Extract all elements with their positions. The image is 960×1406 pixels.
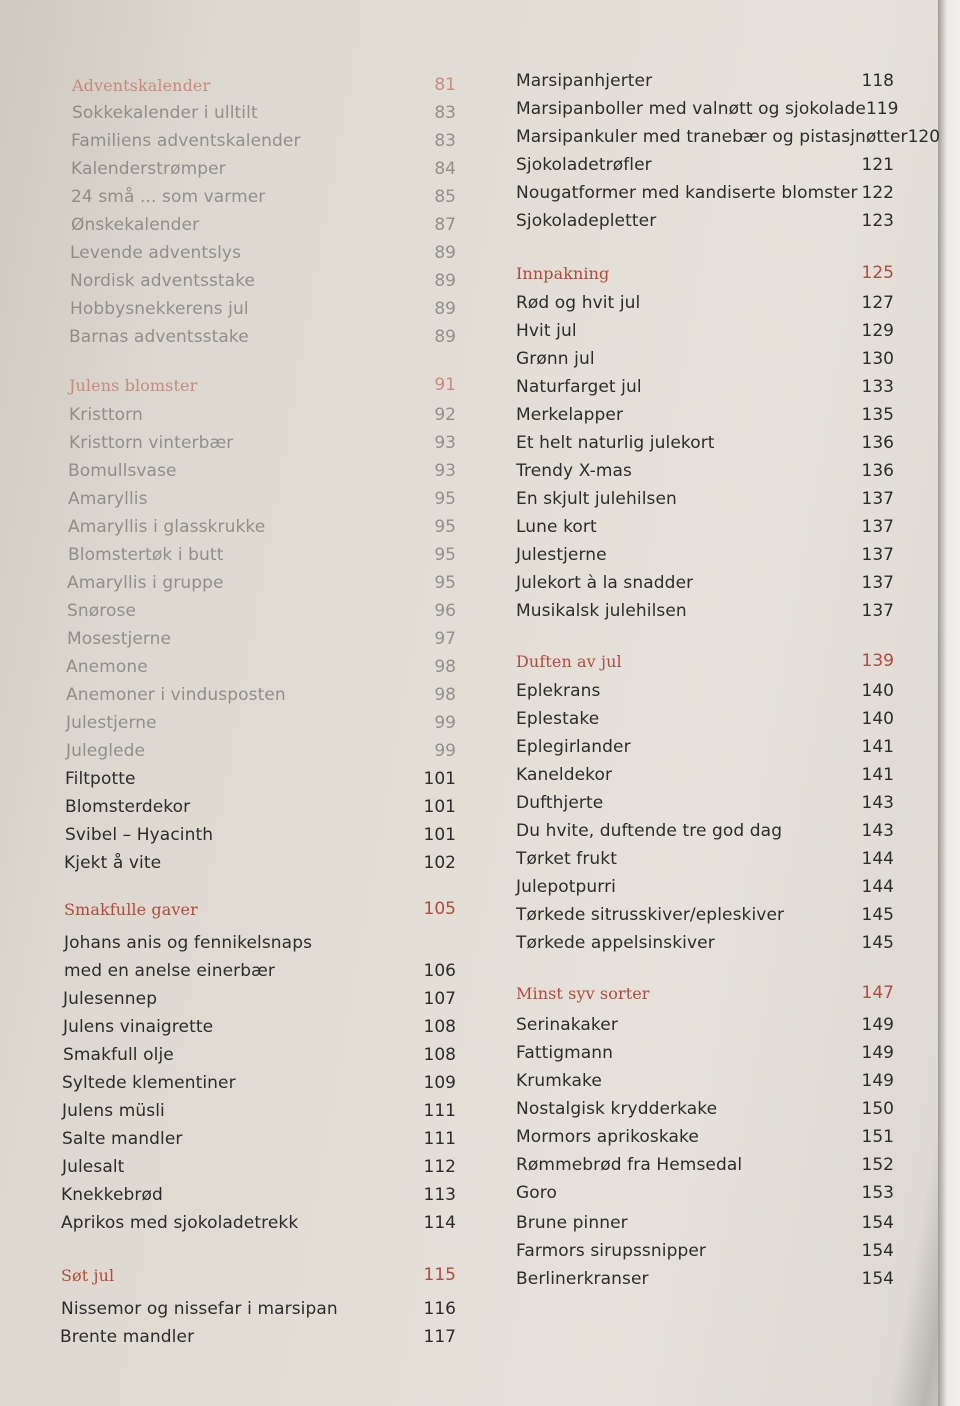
page-number: 113 <box>423 1185 456 1205</box>
toc-entry <box>0 514 470 540</box>
toc-entry <box>500 96 920 122</box>
section-title: Minst syv sorter <box>516 983 650 1003</box>
page-number: 95 <box>434 517 456 537</box>
page-number: 95 <box>434 573 456 593</box>
toc-entry <box>0 1296 470 1322</box>
page-number: 143 <box>861 821 894 841</box>
entry-title: 24 små ... som varmer <box>71 187 266 207</box>
entry-title: Nostalgisk krydderkake <box>516 1099 718 1119</box>
toc-entry <box>500 180 920 206</box>
page-number: 101 <box>423 769 456 789</box>
toc-entry <box>0 1014 470 1040</box>
page-number: 141 <box>861 737 894 757</box>
toc-entry <box>500 1238 920 1264</box>
toc-entry <box>500 514 920 540</box>
page-number: 95 <box>434 489 456 509</box>
toc-entry <box>0 682 470 708</box>
page-number: 139 <box>861 651 894 671</box>
page-number: 147 <box>861 983 894 1003</box>
toc-entry <box>0 402 470 428</box>
page-number: 98 <box>434 657 456 677</box>
page-number: 115 <box>423 1265 456 1285</box>
toc-section-heading <box>500 980 920 1006</box>
entry-title: Smakfull olje <box>63 1045 174 1065</box>
entry-title: Snørose <box>67 601 136 621</box>
entry-title: Anemoner i vindusposten <box>66 685 286 705</box>
toc-entry <box>0 100 470 126</box>
entry-title: Syltede klementiner <box>62 1073 236 1093</box>
entry-title: Mosestjerne <box>67 629 172 649</box>
entry-title: Aprikos med sjokoladetrekk <box>61 1213 299 1233</box>
page-number: 118 <box>861 71 894 91</box>
page-number: 145 <box>861 905 894 925</box>
entry-title: Kalenderstrømper <box>71 159 226 179</box>
toc-entry <box>0 738 470 764</box>
toc-entry <box>0 128 470 154</box>
page-number: 137 <box>861 545 894 565</box>
toc-entry <box>500 542 920 568</box>
entry-title: Nissemor og nissefar i marsipan <box>61 1299 338 1319</box>
entry-title: med en anelse einerbær <box>64 961 276 981</box>
toc-entry <box>0 1182 470 1208</box>
toc-section-heading <box>0 896 470 922</box>
page-number: 102 <box>423 853 456 873</box>
entry-title: Sjokoladepletter <box>516 211 657 231</box>
toc-entry <box>0 184 470 210</box>
entry-title: Kaneldekor <box>516 765 613 785</box>
toc-entry <box>0 794 470 820</box>
entry-title: Eplestake <box>516 709 600 729</box>
entry-title: Goro <box>516 1183 557 1203</box>
toc-entry <box>0 850 470 876</box>
entry-title: Rømmebrød fra Hemsedal <box>516 1155 743 1175</box>
page-number: 98 <box>434 685 456 705</box>
entry-title: Eplekrans <box>516 681 601 701</box>
toc-entry <box>0 1210 470 1236</box>
toc-entry <box>500 1096 920 1122</box>
page-number: 105 <box>423 899 456 919</box>
toc-entry <box>0 1098 470 1124</box>
section-title: Julens blomster <box>69 375 198 395</box>
toc-entry <box>0 986 470 1012</box>
toc-section-heading <box>0 72 470 98</box>
section-title: Smakfulle gaver <box>64 899 198 919</box>
toc-entry <box>500 1012 920 1038</box>
page-number: 136 <box>861 433 894 453</box>
page-number: 127 <box>861 293 894 313</box>
page-edge <box>938 0 960 1406</box>
entry-title: Bomullsvase <box>68 461 177 481</box>
page-number: 99 <box>434 741 456 761</box>
page-number: 106 <box>423 961 456 981</box>
page-number: 97 <box>434 629 456 649</box>
toc-entry <box>500 678 920 704</box>
toc-section-heading <box>500 260 920 286</box>
entry-title: Amaryllis <box>68 489 148 509</box>
page-number: 119 <box>865 99 899 119</box>
toc-entry <box>500 318 920 344</box>
entry-title: Julekort à la snadder <box>516 573 694 593</box>
page-number: 85 <box>434 187 456 207</box>
entry-title: Julepotpurri <box>516 877 616 897</box>
toc-entry <box>500 598 920 624</box>
page-number: 107 <box>423 989 456 1009</box>
page-number: 91 <box>434 375 456 395</box>
section-title: Innpakning <box>516 263 610 283</box>
page-number: 143 <box>861 793 894 813</box>
entry-title: Serinakaker <box>516 1015 618 1035</box>
page-number: 151 <box>861 1127 894 1147</box>
toc-entry <box>500 458 920 484</box>
page-number: 109 <box>423 1073 456 1093</box>
page-number: 117 <box>423 1327 456 1347</box>
toc-entry <box>500 1180 920 1206</box>
toc-entry <box>0 430 470 456</box>
entry-title: Brune pinner <box>516 1213 628 1233</box>
page-number: 137 <box>861 489 894 509</box>
page-number: 153 <box>861 1183 894 1203</box>
toc-section-heading <box>0 1262 470 1288</box>
entry-title: Familiens adventskalender <box>71 131 301 151</box>
section-title: Adventskalender <box>72 75 211 95</box>
toc-entry <box>0 268 470 294</box>
section-title: Søt jul <box>61 1265 115 1285</box>
entry-title: Blomstertøk i butt <box>68 545 224 565</box>
entry-title: Marsipankuler med tranebær og pistasjnøtter <box>516 127 908 147</box>
page-number: 116 <box>423 1299 456 1319</box>
page-number: 154 <box>861 1213 894 1233</box>
toc-entry <box>500 902 920 928</box>
entry-title: Rød og hvit jul <box>516 293 641 313</box>
entry-title: Levende adventslys <box>70 243 242 263</box>
entry-title: Hvit jul <box>516 321 577 341</box>
toc-entry <box>500 152 920 178</box>
page-number: 123 <box>861 211 894 231</box>
toc-entry <box>500 346 920 372</box>
page-number: 133 <box>861 377 894 397</box>
entry-title: Marsipanhjerter <box>516 71 653 91</box>
toc-entry <box>500 290 920 316</box>
toc-entry <box>0 958 470 984</box>
entry-title: Sjokoladetrøfler <box>516 155 652 175</box>
toc-entry <box>500 1068 920 1094</box>
entry-title: Marsipanboller med valnøtt og sjokolade <box>516 99 866 119</box>
page-number: 89 <box>434 327 456 347</box>
page-number: 144 <box>861 877 894 897</box>
entry-title: Kristtorn <box>69 405 143 425</box>
entry-title: Krumkake <box>516 1071 602 1091</box>
entry-title: Naturfarget jul <box>516 377 642 397</box>
page-number: 101 <box>423 797 456 817</box>
toc-entry <box>500 1040 920 1066</box>
entry-title: En skjult julehilsen <box>516 489 677 509</box>
page-number: 144 <box>861 849 894 869</box>
page-number: 95 <box>434 545 456 565</box>
page-number: 130 <box>861 349 894 369</box>
page-number: 129 <box>861 321 894 341</box>
page-number: 152 <box>861 1155 894 1175</box>
page-number: 111 <box>423 1101 456 1121</box>
entry-title: Lune kort <box>516 517 597 537</box>
toc-entry <box>500 790 920 816</box>
page-number: 114 <box>423 1213 456 1233</box>
entry-title: Julesalt <box>62 1157 125 1177</box>
page-number: 137 <box>861 517 894 537</box>
entry-title: Farmors sirupssnipper <box>516 1241 707 1261</box>
toc-entry <box>0 212 470 238</box>
entry-title: Blomsterdekor <box>65 797 191 817</box>
toc-entry <box>500 1210 920 1236</box>
toc-entry <box>500 930 920 956</box>
entry-title: Nordisk adventsstake <box>70 271 256 291</box>
entry-title: Nougatformer med kandiserte blomster <box>516 183 858 203</box>
entry-title: Eplegirlander <box>516 737 631 757</box>
entry-title: Musikalsk julehilsen <box>516 601 687 621</box>
page-number: 108 <box>423 1045 456 1065</box>
entry-title: Juleglede <box>66 741 146 761</box>
toc-section-heading <box>500 648 920 674</box>
entry-title: Ønskekalender <box>71 215 200 235</box>
toc-entry <box>0 766 470 792</box>
toc-entry <box>500 1266 920 1292</box>
toc-entry <box>0 930 470 956</box>
entry-title: Berlinerkranser <box>516 1269 649 1289</box>
page-number: 108 <box>423 1017 456 1037</box>
toc-entry <box>0 626 470 652</box>
entry-title: Anemone <box>66 657 148 677</box>
page-number: 89 <box>434 243 456 263</box>
entry-title: Julens müsli <box>62 1101 165 1121</box>
toc-entry <box>0 1126 470 1152</box>
page-number: 137 <box>861 601 894 621</box>
toc-entry <box>500 818 920 844</box>
toc-entry <box>500 762 920 788</box>
page-number: 135 <box>861 405 894 425</box>
entry-title: Julens vinaigrette <box>63 1017 214 1037</box>
page-number: 112 <box>423 1157 456 1177</box>
entry-title: Svibel – Hyacinth <box>65 825 214 845</box>
toc-entry <box>500 570 920 596</box>
entry-title: Et helt naturlig julekort <box>516 433 715 453</box>
toc-entry <box>0 486 470 512</box>
page-number: 145 <box>861 933 894 953</box>
entry-title: Brente mandler <box>60 1327 195 1347</box>
toc-entry <box>0 156 470 182</box>
entry-title: Hobbysnekkerens jul <box>70 299 249 319</box>
entry-title: Kjekt å vite <box>64 853 162 873</box>
page-number: 150 <box>861 1099 894 1119</box>
toc-entry <box>0 1070 470 1096</box>
toc-entry <box>500 124 941 150</box>
entry-title: Tørkede sitrusskiver/epleskiver <box>516 905 785 925</box>
entry-title: Trendy X-mas <box>516 461 632 481</box>
page-number: 93 <box>434 433 456 453</box>
toc-entry <box>500 208 920 234</box>
entry-title: Johans anis og fennikelsnaps <box>64 933 313 953</box>
entry-title: Julestjerne <box>516 545 607 565</box>
toc-entry <box>0 296 470 322</box>
page-number: 83 <box>434 131 456 151</box>
page-number: 121 <box>861 155 894 175</box>
toc-entry <box>0 654 470 680</box>
entry-title: Sokkekalender i ulltilt <box>72 103 258 123</box>
entry-title: Salte mandler <box>62 1129 183 1149</box>
toc-entry <box>0 710 470 736</box>
toc-entry <box>0 240 470 266</box>
page-number: 140 <box>861 709 894 729</box>
page-number: 120 <box>907 127 941 147</box>
page-number: 141 <box>861 765 894 785</box>
toc-entry <box>0 570 470 596</box>
toc-entry <box>500 430 920 456</box>
toc-entry <box>500 706 920 732</box>
page-number: 154 <box>861 1241 894 1261</box>
entry-title: Merkelapper <box>516 405 624 425</box>
page-number: 81 <box>434 75 456 95</box>
page-number: 136 <box>861 461 894 481</box>
entry-title: Amaryllis i glasskrukke <box>68 517 266 537</box>
toc-entry <box>0 1324 470 1350</box>
page-number: 111 <box>423 1129 456 1149</box>
entry-title: Dufthjerte <box>516 793 604 813</box>
page-number: 84 <box>434 159 456 179</box>
entry-title: Kristtorn vinterbær <box>69 433 234 453</box>
toc-entry <box>0 822 470 848</box>
toc-entry <box>500 1124 920 1150</box>
page-number: 83 <box>434 103 456 123</box>
page-number: 122 <box>861 183 894 203</box>
toc-entry <box>500 1152 920 1178</box>
section-title: Duften av jul <box>516 651 622 671</box>
entry-title: Mormors aprikoskake <box>516 1127 699 1147</box>
page-number: 99 <box>434 713 456 733</box>
page-number: 140 <box>861 681 894 701</box>
page-number: 101 <box>423 825 456 845</box>
entry-title: Filtpotte <box>65 769 136 789</box>
toc-entry <box>500 874 920 900</box>
entry-title: Tørkede appelsinskiver <box>516 933 715 953</box>
page-number: 125 <box>861 263 894 283</box>
page-number: 149 <box>861 1043 894 1063</box>
entry-title: Julestjerne <box>66 713 157 733</box>
toc-entry <box>500 734 920 760</box>
toc-entry <box>0 598 470 624</box>
entry-title: Julesennep <box>63 989 158 1009</box>
page-number: 93 <box>434 461 456 481</box>
toc-entry <box>500 846 920 872</box>
toc-entry <box>500 402 920 428</box>
toc-entry <box>0 1154 470 1180</box>
toc-entry <box>0 542 470 568</box>
entry-title: Barnas adventsstake <box>69 327 249 347</box>
page-number: 96 <box>434 601 456 621</box>
page-number: 87 <box>434 215 456 235</box>
page-number: 137 <box>861 573 894 593</box>
entry-title: Fattigmann <box>516 1043 614 1063</box>
toc-section-heading <box>0 372 470 398</box>
entry-title: Amaryllis i gruppe <box>67 573 224 593</box>
toc-entry <box>0 324 470 350</box>
page-number: 154 <box>861 1269 894 1289</box>
toc-entry <box>0 1042 470 1068</box>
page-number: 149 <box>861 1071 894 1091</box>
toc-entry <box>0 458 470 484</box>
page-number: 89 <box>434 271 456 291</box>
toc-entry <box>500 486 920 512</box>
page-number: 89 <box>434 299 456 319</box>
entry-title: Du hvite, duftende tre god dag <box>516 821 783 841</box>
entry-title: Knekkebrød <box>61 1185 163 1205</box>
page-number: 92 <box>434 405 456 425</box>
toc-entry <box>500 374 920 400</box>
entry-title: Tørket frukt <box>516 849 618 869</box>
page-number: 149 <box>861 1015 894 1035</box>
toc-entry <box>500 68 920 94</box>
entry-title: Grønn jul <box>516 349 595 369</box>
